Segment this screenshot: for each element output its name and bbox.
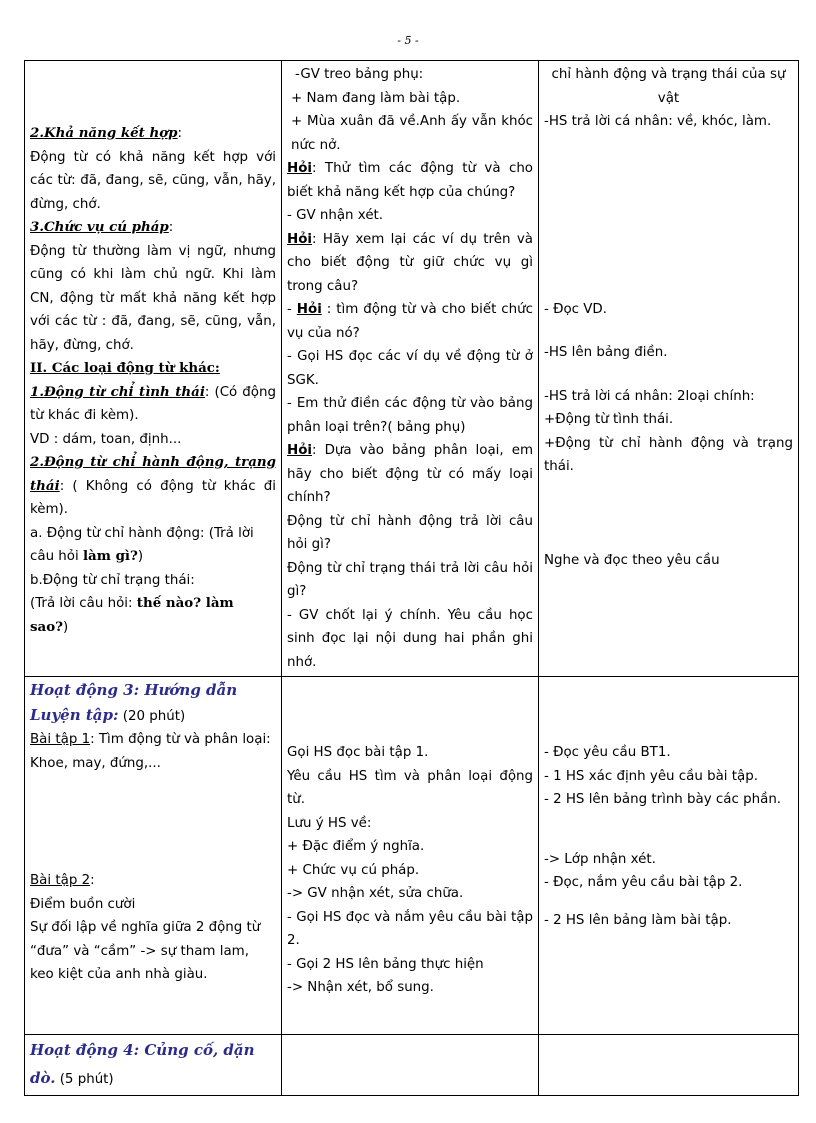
heading-kha-nang-ket-hop: 2.Khả năng kết hợp — [30, 125, 178, 141]
table-row — [25, 1035, 799, 1096]
question-label: Hỏi — [287, 443, 312, 458]
student-activity-cell: chỉ hành động và trạng thái của sự vật -HS trả lời cá nhân: về, khóc, làm. - Đọc VD. -HS lên bảng điền. -HS trả lời cá nhân: 2loại chính: +Động từ tình thái. +Động từ chỉ hành động và trạng thái. Nghe và đọc theo yêu cầu — [539, 61, 799, 677]
paragraph: Động từ có khả năng kết hợp với các từ: đã, đang, sẽ, cũng, vẫn, hãy, đừng, chớ. — [30, 149, 276, 212]
heading-tinh-thai: 1.Động từ chỉ tình thái — [30, 383, 205, 400]
question-label: Hỏi — [296, 302, 322, 317]
exercise-label: Bài tập 2 — [30, 873, 91, 888]
question-label: Hỏi — [287, 231, 312, 247]
example-line: VD : dám, toan, định... — [30, 431, 182, 447]
page-number: - 5 - — [397, 34, 419, 47]
question-label: Hỏi — [287, 161, 312, 176]
activity-heading: Hoạt động 4: Củng cố, dặn dò. — [30, 1041, 255, 1087]
activity-heading: Hoạt động 3: Hướng dẫn Luyện tập: — [30, 681, 238, 724]
heading-hanh-dong-trang-thai: 2.Động từ chỉ hành động, trạng thái — [30, 454, 276, 494]
section-heading: II. Các loại động từ khác: — [30, 360, 220, 376]
teacher-activity-cell: -GV treo bảng phụ: + Nam đang làm bài tập. + Mùa xuân đã về.Anh ấy vẫn khóc nức nở. Hỏi: Thử tìm các động từ và cho biết khả năng kết hợp của chúng? - GV nhận xét. Hỏi: Hãy xem lại các ví dụ trên và cho biết động từ giữ chức vụ gì trong câu? - Hỏi : tìm động từ và cho biết chức vụ của nó? - Gọi HS đọc các ví dụ về động từ ở SGK. - Em thử điền các động từ vào bảng phân loại trên?( bảng phụ) Hỏi: Dựa vào bảng phân loại, em hãy cho biết động từ có mấy loại chính? Động từ chỉ hành động trả lời câu hỏi gì? Động từ chỉ trạng thái trả lời câu hỏi gì? - GV chốt lại ý chính. Yêu cầu học sinh đọc lại nội dung hai phần ghi nhớ. — [282, 61, 539, 677]
paragraph: b.Động từ chỉ trạng thái: — [30, 572, 195, 588]
teacher-activity-cell: Gọi HS đọc bài tập 1. Yêu cầu HS tìm và phân loại động từ. Lưu ý HS về: + Đặc điểm ý nghĩa. + Chức vụ cú pháp. -> GV nhận xét, sửa chữa. - Gọi HS đọc và nắm yêu cầu bài tập 2. - Gọi 2 HS lên bảng thực hiện -> Nhận xét, bổ sung. — [282, 677, 539, 1035]
student-activity-cell — [539, 1035, 799, 1096]
lesson-plan-table — [24, 60, 799, 1096]
content-cell: 2.Khả năng kết hợp: Động từ có khả năng kết hợp với các từ: đã, đang, sẽ, cũng, vẫn, hãy, đừng, chớ. 3.Chức vụ cú pháp: Động từ thường làm vị ngữ, nhưng cũng có khi làm chủ ngữ. Khi làm CN, động từ mất khả năng kết hợp với các từ : đã, đang, sẽ, cũng, vẫn, hãy, đừng, chớ. II. Các loại động từ khác: 1.Động từ chỉ tình thái: (Có động từ khác đi kèm). VD : dám, toan, định... 2.Động từ chỉ hành động, trạng thái: ( Không có động từ khác đi kèm). a. Động từ chỉ hành động: (Trả lời câu hỏi làm gì?) b.Động từ chỉ trạng thái: (Trả lời câu hỏi: thế nào? làm sao?) — [25, 61, 282, 677]
content-cell: Hoạt động 4: Củng cố, dặn dò. (5 phút) — [25, 1035, 282, 1096]
content-cell: Hoạt động 3: Hướng dẫn Luyện tập: (20 phút) Bài tập 1: Tìm động từ và phân loại: Khoe, may, đứng,... Bài tập 2: Điểm buồn cười Sự đối lập về nghĩa giữa 2 động từ “đưa” và “cầm” -> sự tham lam, keo kiệt của anh nhà giàu. — [25, 677, 282, 1035]
table-row — [25, 61, 799, 677]
teacher-activity-cell — [282, 1035, 539, 1096]
student-activity-cell: - Đọc yêu cầu BT1. - 1 HS xác định yêu cầu bài tập. - 2 HS lên bảng trình bày các phần. -> Lớp nhận xét. - Đọc, nắm yêu cầu bài tập 2. - 2 HS lên bảng làm bài tập. — [539, 677, 799, 1035]
exercise-label: Bài tập 1 — [30, 732, 91, 747]
table-row — [25, 677, 799, 1035]
paragraph: Động từ thường làm vị ngữ, nhưng cũng có khi làm chủ ngữ. Khi làm CN, động từ mất khả năng kết hợp với các từ : đã, đang, sẽ, cũng, vẫn, hãy, đừng, chớ. — [30, 243, 276, 353]
heading-chuc-vu-cu-phap: 3.Chức vụ cú pháp — [30, 219, 169, 235]
